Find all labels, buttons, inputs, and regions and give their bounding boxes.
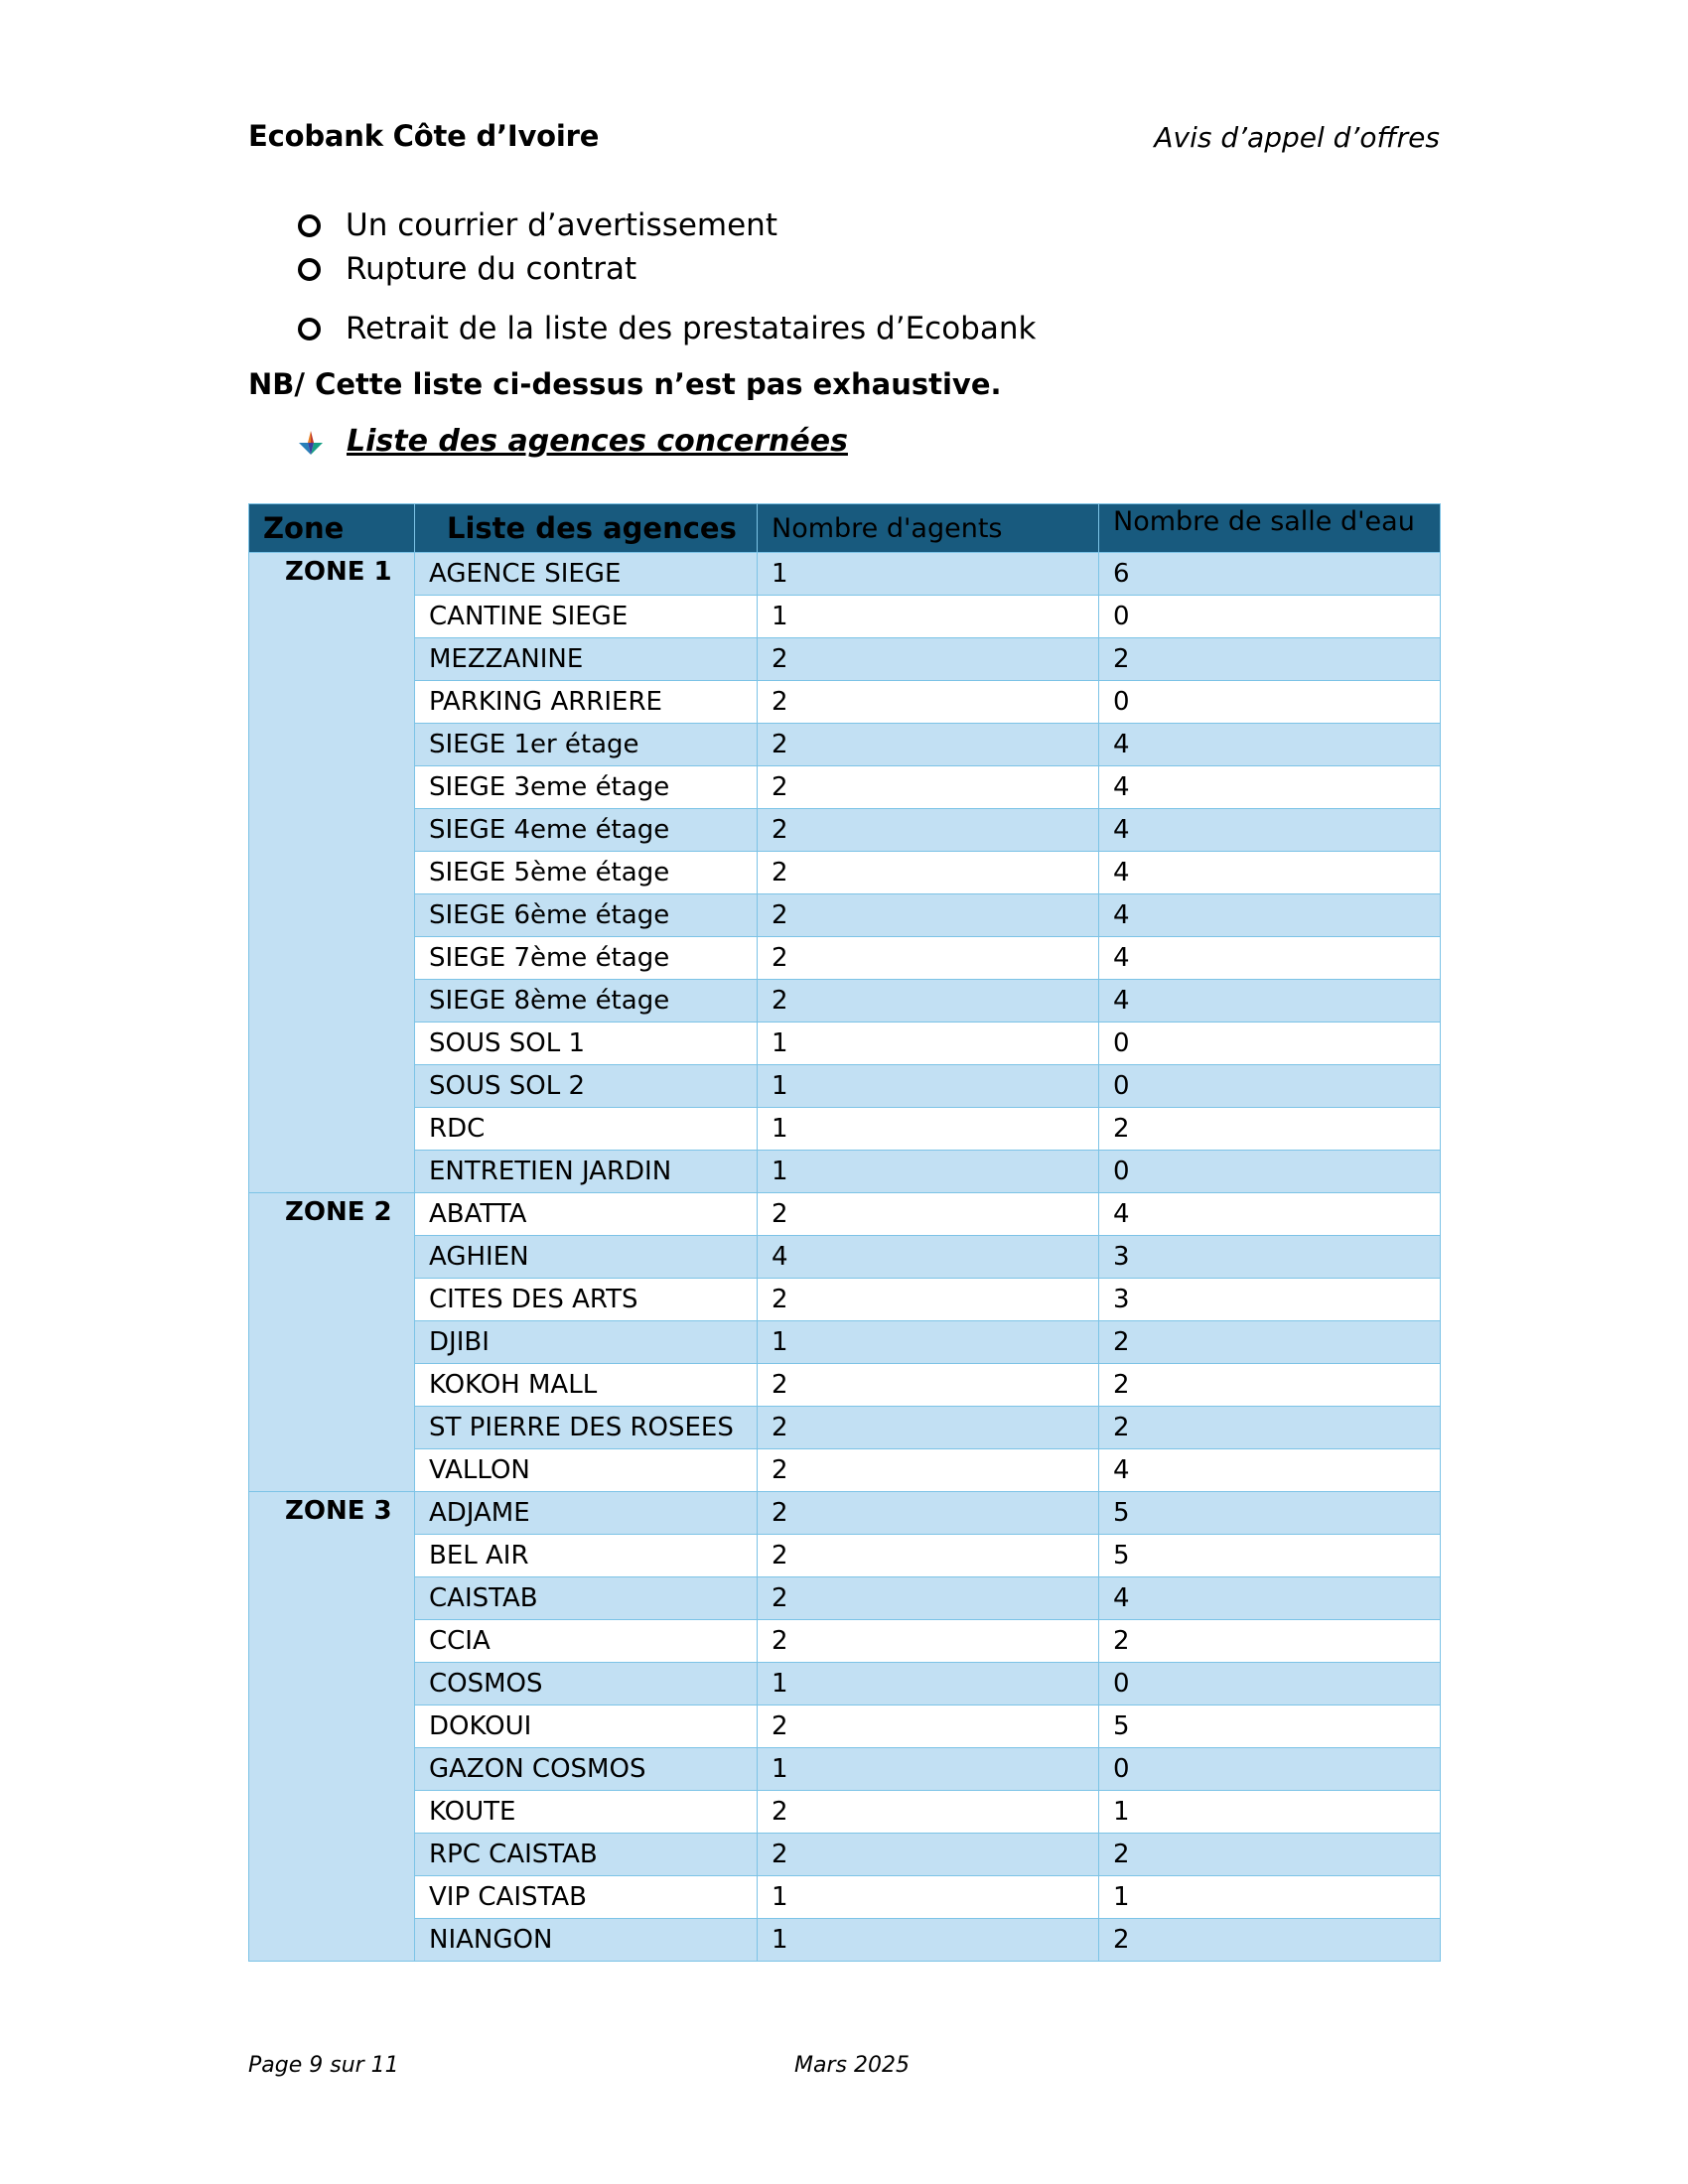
table-header-row — [249, 504, 1441, 553]
zone-cell: ZONE 1 — [249, 553, 415, 1193]
water-rooms-count-cell: 0 — [1099, 1663, 1441, 1706]
table-row — [249, 980, 1441, 1023]
agents-count-cell: 2 — [758, 937, 1099, 980]
table-row — [249, 1748, 1441, 1791]
water-rooms-count-cell: 4 — [1099, 1577, 1441, 1620]
agents-count-cell: 2 — [758, 1535, 1099, 1577]
water-rooms-count-cell: 1 — [1099, 1876, 1441, 1919]
water-rooms-count-cell: 3 — [1099, 1279, 1441, 1321]
table-row — [249, 1492, 1441, 1535]
water-rooms-count-cell: 4 — [1099, 1193, 1441, 1236]
agency-name-cell: COSMOS — [415, 1663, 758, 1706]
water-rooms-count-cell: 2 — [1099, 1407, 1441, 1449]
agents-count-cell: 2 — [758, 1706, 1099, 1748]
water-rooms-count-cell: 0 — [1099, 1065, 1441, 1108]
table-row — [249, 1108, 1441, 1151]
water-rooms-count-cell: 4 — [1099, 1449, 1441, 1492]
water-rooms-count-cell: 0 — [1099, 596, 1441, 638]
zone-cell: ZONE 2 — [249, 1193, 415, 1492]
agents-count-cell: 2 — [758, 1791, 1099, 1834]
table-row — [249, 894, 1441, 937]
table-row — [249, 1321, 1441, 1364]
table-row — [249, 1919, 1441, 1962]
agency-name-cell: RPC CAISTAB — [415, 1834, 758, 1876]
agents-count-cell: 1 — [758, 1876, 1099, 1919]
table-row — [249, 1876, 1441, 1919]
agents-count-cell: 1 — [758, 1065, 1099, 1108]
water-rooms-count-cell: 0 — [1099, 1023, 1441, 1065]
table-row — [249, 1193, 1441, 1236]
agency-name-cell: SIEGE 3eme étage — [415, 766, 758, 809]
agency-name-cell: CAISTAB — [415, 1577, 758, 1620]
table-row — [249, 1407, 1441, 1449]
header-agents: Nombre d'agents — [758, 504, 1099, 553]
agency-name-cell: CITES DES ARTS — [415, 1279, 758, 1321]
table-row — [249, 1706, 1441, 1748]
agents-count-cell: 2 — [758, 980, 1099, 1023]
agency-name-cell: GAZON COSMOS — [415, 1748, 758, 1791]
water-rooms-count-cell: 0 — [1099, 681, 1441, 724]
table-row — [249, 681, 1441, 724]
table-row — [249, 809, 1441, 852]
list-item: Un courrier d’avertissement — [298, 204, 1036, 247]
agents-count-cell: 1 — [758, 1748, 1099, 1791]
table-body — [249, 553, 1441, 1962]
agents-count-cell: 1 — [758, 553, 1099, 596]
water-rooms-count-cell: 2 — [1099, 1919, 1441, 1962]
table-row — [249, 1151, 1441, 1193]
table-row — [249, 553, 1441, 596]
table-row — [249, 1449, 1441, 1492]
agency-name-cell: SIEGE 7ème étage — [415, 937, 758, 980]
table-row — [249, 1620, 1441, 1663]
agents-count-cell: 1 — [758, 596, 1099, 638]
agency-name-cell: ADJAME — [415, 1492, 758, 1535]
table-row — [249, 1834, 1441, 1876]
agency-name-cell: NIANGON — [415, 1919, 758, 1962]
agents-count-cell: 2 — [758, 894, 1099, 937]
agents-count-cell: 2 — [758, 1279, 1099, 1321]
water-rooms-count-cell: 5 — [1099, 1492, 1441, 1535]
water-rooms-count-cell: 4 — [1099, 980, 1441, 1023]
agency-name-cell: SOUS SOL 1 — [415, 1023, 758, 1065]
agency-name-cell: SIEGE 8ème étage — [415, 980, 758, 1023]
agency-name-cell: PARKING ARRIERE — [415, 681, 758, 724]
agents-count-cell: 2 — [758, 724, 1099, 766]
agency-name-cell: RDC — [415, 1108, 758, 1151]
agents-count-cell: 2 — [758, 1407, 1099, 1449]
water-rooms-count-cell: 0 — [1099, 1748, 1441, 1791]
agency-name-cell: BEL AIR — [415, 1535, 758, 1577]
table-row — [249, 638, 1441, 681]
agency-name-cell: ENTRETIEN JARDIN — [415, 1151, 758, 1193]
agents-count-cell: 2 — [758, 766, 1099, 809]
table-row — [249, 1023, 1441, 1065]
water-rooms-count-cell: 4 — [1099, 894, 1441, 937]
agency-name-cell: VALLON — [415, 1449, 758, 1492]
section-title: Liste des agences concernées — [347, 424, 848, 459]
agencies-table — [248, 503, 1441, 1962]
table-row — [249, 937, 1441, 980]
water-rooms-count-cell: 4 — [1099, 809, 1441, 852]
diamond-bullet-icon — [298, 430, 324, 456]
water-rooms-count-cell: 4 — [1099, 937, 1441, 980]
water-rooms-count-cell: 5 — [1099, 1535, 1441, 1577]
agency-name-cell: DJIBI — [415, 1321, 758, 1364]
water-rooms-count-cell: 2 — [1099, 1321, 1441, 1364]
document-type: Avis d’appel d’offres — [1154, 121, 1440, 154]
list-item: Retrait de la liste des prestataires d’Ecobank — [298, 307, 1036, 350]
agency-name-cell: AGHIEN — [415, 1236, 758, 1279]
water-rooms-count-cell: 2 — [1099, 638, 1441, 681]
agents-count-cell: 1 — [758, 1023, 1099, 1065]
table-row — [249, 1535, 1441, 1577]
sanctions-list — [298, 204, 1036, 350]
water-rooms-count-cell: 4 — [1099, 852, 1441, 894]
water-rooms-count-cell: 1 — [1099, 1791, 1441, 1834]
agents-count-cell: 2 — [758, 1193, 1099, 1236]
agency-name-cell: MEZZANINE — [415, 638, 758, 681]
agents-count-cell: 2 — [758, 681, 1099, 724]
zone-cell: ZONE 3 — [249, 1492, 415, 1962]
page-number: Page 9 sur 11 — [248, 2053, 399, 2078]
water-rooms-count-cell: 5 — [1099, 1706, 1441, 1748]
agency-name-cell: SIEGE 1er étage — [415, 724, 758, 766]
table-row — [249, 1364, 1441, 1407]
water-rooms-count-cell: 2 — [1099, 1108, 1441, 1151]
header-water-rooms: Nombre de salle d'eau — [1099, 504, 1441, 553]
water-rooms-count-cell: 6 — [1099, 553, 1441, 596]
circle-bullet-icon — [298, 318, 321, 341]
agency-name-cell: ABATTA — [415, 1193, 758, 1236]
table-row — [249, 1236, 1441, 1279]
agents-count-cell: 2 — [758, 638, 1099, 681]
water-rooms-count-cell: 2 — [1099, 1620, 1441, 1663]
agents-count-cell: 2 — [758, 1834, 1099, 1876]
agency-name-cell: KOUTE — [415, 1791, 758, 1834]
table-row — [249, 1663, 1441, 1706]
table-row — [249, 724, 1441, 766]
header-agencies: Liste des agences — [415, 504, 758, 553]
table-row — [249, 1791, 1441, 1834]
water-rooms-count-cell: 0 — [1099, 1151, 1441, 1193]
agents-count-cell: 2 — [758, 1449, 1099, 1492]
agents-count-cell: 1 — [758, 1663, 1099, 1706]
circle-bullet-icon — [298, 214, 321, 237]
agents-count-cell: 1 — [758, 1919, 1099, 1962]
agency-name-cell: SIEGE 5ème étage — [415, 852, 758, 894]
agents-count-cell: 2 — [758, 1620, 1099, 1663]
agents-count-cell: 1 — [758, 1321, 1099, 1364]
table-row — [249, 1065, 1441, 1108]
header-zone: Zone — [249, 504, 415, 553]
agents-count-cell: 2 — [758, 809, 1099, 852]
agents-count-cell: 2 — [758, 852, 1099, 894]
water-rooms-count-cell: 4 — [1099, 724, 1441, 766]
agency-name-cell: DOKOUI — [415, 1706, 758, 1748]
footer-date: Mars 2025 — [794, 2053, 910, 2078]
agency-name-cell: SIEGE 4eme étage — [415, 809, 758, 852]
agents-count-cell: 4 — [758, 1236, 1099, 1279]
table-row — [249, 1577, 1441, 1620]
water-rooms-count-cell: 2 — [1099, 1834, 1441, 1876]
table-row — [249, 1279, 1441, 1321]
agents-count-cell: 2 — [758, 1492, 1099, 1535]
table-row — [249, 766, 1441, 809]
agency-name-cell: CANTINE SIEGE — [415, 596, 758, 638]
water-rooms-count-cell: 2 — [1099, 1364, 1441, 1407]
water-rooms-count-cell: 4 — [1099, 766, 1441, 809]
agency-name-cell: SOUS SOL 2 — [415, 1065, 758, 1108]
agency-name-cell: SIEGE 6ème étage — [415, 894, 758, 937]
table-row — [249, 852, 1441, 894]
agents-count-cell: 2 — [758, 1364, 1099, 1407]
water-rooms-count-cell: 3 — [1099, 1236, 1441, 1279]
agency-name-cell: KOKOH MALL — [415, 1364, 758, 1407]
company-name: Ecobank Côte d’Ivoire — [248, 119, 600, 153]
agency-name-cell: AGENCE SIEGE — [415, 553, 758, 596]
nb-note: NB/ Cette liste ci-dessus n’est pas exhaustive. — [248, 367, 1002, 401]
list-item: Rupture du contrat — [298, 247, 1036, 291]
agents-count-cell: 1 — [758, 1108, 1099, 1151]
circle-bullet-icon — [298, 258, 321, 281]
agents-count-cell: 2 — [758, 1577, 1099, 1620]
agency-name-cell: VIP CAISTAB — [415, 1876, 758, 1919]
table-row — [249, 596, 1441, 638]
agency-name-cell: CCIA — [415, 1620, 758, 1663]
agents-count-cell: 1 — [758, 1151, 1099, 1193]
agency-name-cell: ST PIERRE DES ROSEES — [415, 1407, 758, 1449]
